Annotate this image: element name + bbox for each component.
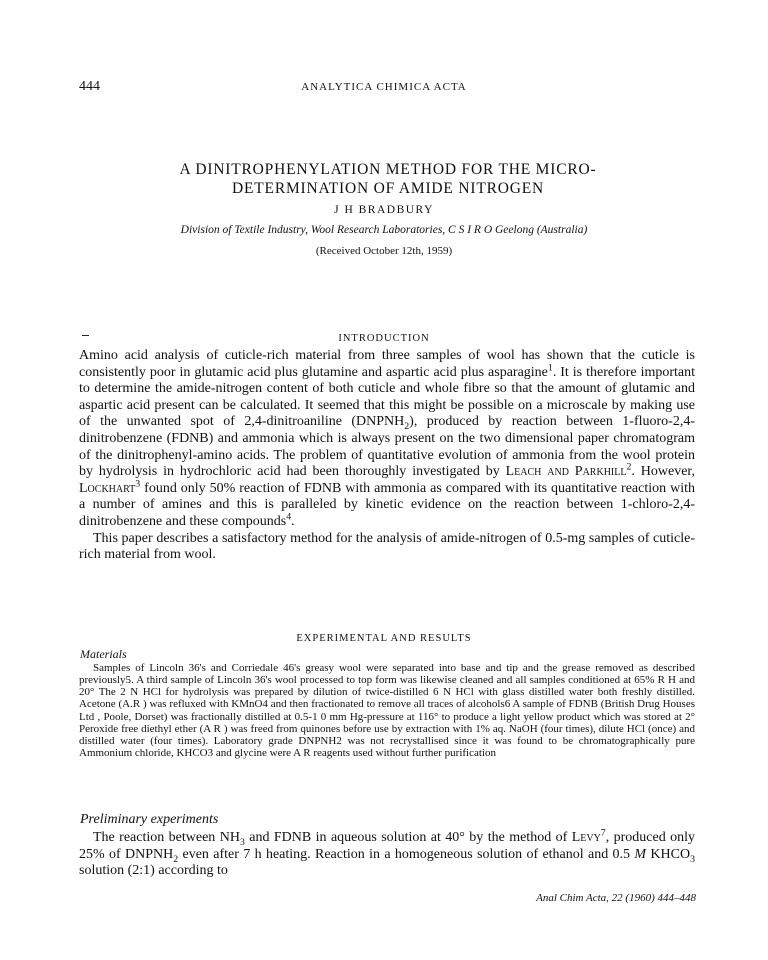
text-run: The reaction between NH bbox=[93, 830, 240, 845]
section-heading-experimental: EXPERIMENTAL AND RESULTS bbox=[296, 633, 472, 644]
text-run: ), produced by reaction between 1-fluoro-2,4-dinitrobenzene (FDNB) and ammonia which is always present on the two dimensional paper chromatogram of the dinitrophenyl-amino acids. The problem of quantitative evolution of ammonia from the wool protein by hydrolysis in hydrochloric acid had been thoroughly investigated by bbox=[79, 414, 695, 480]
text-run: . However, bbox=[631, 464, 696, 480]
reference-marker: 4 bbox=[286, 511, 292, 523]
cited-author: Lockhart bbox=[79, 480, 136, 496]
section-heading-introduction: INTRODUCTION bbox=[338, 333, 430, 344]
subscript: 3 bbox=[239, 836, 245, 848]
reference-marker: 2 bbox=[626, 461, 632, 473]
introduction-body bbox=[79, 348, 695, 564]
text-run: KHCO bbox=[646, 846, 691, 862]
subsection-heading-materials: Materials bbox=[80, 647, 127, 661]
running-header-journal: ANALYTICA CHIMICA ACTA bbox=[301, 81, 467, 93]
cited-author: Levy bbox=[571, 830, 601, 845]
reference-marker: 1 bbox=[547, 361, 553, 373]
author-affiliation: Division of Textile Industry, Wool Research Laboratories, C S I R O Geelong (Australia) bbox=[180, 224, 588, 236]
reference-marker: 3 bbox=[135, 478, 141, 490]
title-line-2: DETERMINATION OF AMIDE NITROGEN bbox=[232, 180, 544, 197]
subscript: 3 bbox=[690, 853, 695, 865]
subscript: 2 bbox=[173, 853, 179, 865]
article-title bbox=[79, 160, 697, 198]
text-run: even after 7 h heating. Reaction in a homogeneous solution of ethanol and 0.5 bbox=[178, 846, 635, 862]
text-run: , produced only 25% of DNPNH bbox=[79, 830, 696, 862]
text-run: found only 50% reaction of FDNB with ammonia as compared with its quantitative reaction with a number of amines and this is paralleled by kinetic evidence on the reaction between 1-chloro-2,4-dinitrobenzene and these compounds bbox=[79, 480, 695, 529]
materials-paragraph: Samples of Lincoln 36's and Corriedale 46's greasy wool were separated into base and tip and the grease removed as described previously5. A third sample of Lincoln 36's wool processed to top form was likewise cleaned and all samples conditioned at 65% R H and 20° The 2 N HCl for hydrolysis was prepared by dilution of twice-distilled 6 N HCl with glass distilled water both freshly distilled. Acetone (A.R ) was refluxed with KMnO4 and then fractionated to remove all traces of alcohols6 A sample of FDNB (British Drug Houses Ltd , Poole, Dorset) was fractionally distilled at 0.5-1 0 mm Hg-pressure at 116° to produce a light yellow product which was stored at 2° Peroxide free diethyl ether (A R ) was freed from quinones before use by extraction with 1% aq. NaOH (four times), dilute HCl (once) and distilled water (four times). Laboratory grade DNPNH2 was not recrystallised since it was found to be chromatographically pure Ammonium chloride, KHCO3 and glycine were A R reagents used without further purification bbox=[79, 662, 695, 760]
received-date: (Received October 12th, 1959) bbox=[315, 245, 453, 257]
author-name: J H BRADBURY bbox=[334, 204, 434, 216]
journal-citation-footer: Anal Chim Acta, 22 (1960) 444–448 bbox=[536, 892, 696, 904]
molarity-symbol: M bbox=[634, 846, 647, 862]
text-run: and FDNB in aqueous solution at 40° by the method of bbox=[244, 830, 572, 845]
title-line-1: A DINITROPHENYLATION METHOD FOR THE MICRO- bbox=[179, 161, 597, 178]
introduction-paragraph-1 bbox=[79, 348, 695, 531]
page-number: 444 bbox=[79, 79, 100, 94]
reference-marker: 7 bbox=[600, 827, 606, 839]
cited-author: Leach and Parkhill bbox=[505, 464, 627, 480]
text-run: solution (2:1) according to bbox=[79, 863, 228, 879]
introduction-paragraph-2: This paper describes a satisfactory method for the analysis of amide-nitrogen of 0.5-mg samples of cuticle-rich material from wool. bbox=[79, 530, 695, 563]
text-run: Amino acid analysis of cuticle-rich material from three samples of wool has shown that the cuticle is consistently poor in glutamic acid plus glutamine and aspartic acid plus asparagine bbox=[79, 348, 695, 380]
text-run: . bbox=[291, 513, 295, 529]
text-run: . It is therefore important to determine the amide-nitrogen content of both cuticle and whole fibre so that the amount of glutamic and aspartic acid present can be calculated. It seemed that this might be possible on a microscale by making use of the unwanted spot of 2,4-dinitroaniline (DNPNH bbox=[79, 364, 696, 430]
subsection-heading-preliminary: Preliminary experiments bbox=[80, 812, 219, 827]
preliminary-paragraph bbox=[79, 827, 696, 880]
subscript: 2 bbox=[404, 421, 410, 433]
